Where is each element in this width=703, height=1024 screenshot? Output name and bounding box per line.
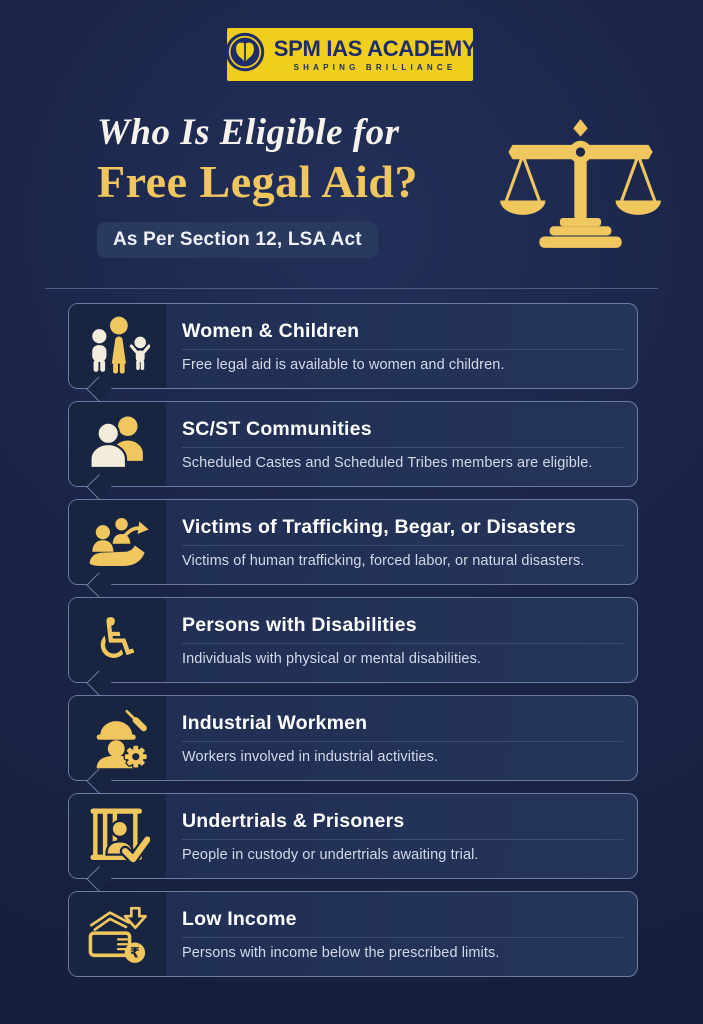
card-divider — [182, 545, 623, 546]
header-divider — [45, 288, 658, 289]
academy-name: SPM IAS ACADEMY — [273, 35, 477, 61]
eligibility-card — [68, 597, 638, 683]
card-description: Workers involved in industrial activities. — [182, 749, 439, 765]
card-divider — [182, 937, 623, 938]
card-title: Low Income — [182, 908, 297, 930]
card-description: People in custody or undertrials awaiting trial. — [182, 847, 479, 863]
card-title: Women & Children — [182, 320, 360, 342]
eligibility-card — [68, 303, 638, 389]
card-description: Free legal aid is available to women and children. — [182, 357, 505, 373]
card-icon-panel — [69, 696, 166, 780]
eligibility-card — [68, 695, 638, 781]
section-badge: As Per Section 12, LSA Act — [97, 222, 378, 258]
svg-text:₹: ₹ — [129, 945, 140, 962]
card-icon-panel — [69, 500, 166, 584]
wheelchair-icon: ♿ — [92, 607, 143, 672]
eligibility-card — [68, 891, 638, 977]
eligibility-card — [68, 401, 638, 487]
card-icon-panel — [69, 598, 166, 682]
eligibility-card — [68, 793, 638, 879]
card-title: SC/ST Communities — [182, 418, 372, 440]
community-icon — [86, 412, 150, 476]
card-description: Victims of human trafficking, forced labor, or natural disasters. — [182, 553, 585, 569]
card-divider — [182, 349, 623, 350]
card-icon-panel — [69, 304, 166, 388]
card-title: Undertrials & Prisoners — [182, 810, 405, 832]
academy-tagline: SHAPING BRILLIANCE — [293, 62, 457, 72]
academy-emblem-icon — [224, 31, 266, 78]
card-icon-panel — [69, 402, 166, 486]
scales-of-justice-icon — [498, 116, 663, 251]
prisoner-icon — [86, 804, 150, 868]
helping-hand-icon — [86, 510, 150, 574]
worker-icon — [86, 706, 150, 770]
card-divider — [182, 643, 623, 644]
page-title-line1: Who Is Eligible for — [97, 112, 400, 153]
card-title: Persons with Disabilities — [182, 614, 417, 636]
card-divider — [182, 741, 623, 742]
academy-logo — [227, 28, 477, 81]
card-divider — [182, 447, 623, 448]
card-icon-panel — [69, 794, 166, 878]
family-icon — [86, 314, 150, 378]
card-description: Individuals with physical or mental disabilities. — [182, 651, 482, 667]
wallet-icon — [86, 902, 150, 966]
card-title: Victims of Trafficking, Begar, or Disasters — [182, 516, 577, 538]
card-divider — [182, 839, 623, 840]
title-block — [97, 112, 418, 258]
card-description: Scheduled Castes and Scheduled Tribes members are eligible. — [182, 455, 593, 471]
page-title-line2: Free Legal Aid? — [97, 155, 418, 207]
eligibility-card-list — [68, 303, 638, 977]
card-description: Persons with income below the prescribed limits. — [182, 945, 500, 961]
card-icon-panel — [69, 892, 166, 976]
card-title: Industrial Workmen — [182, 712, 368, 734]
eligibility-card — [68, 499, 638, 585]
